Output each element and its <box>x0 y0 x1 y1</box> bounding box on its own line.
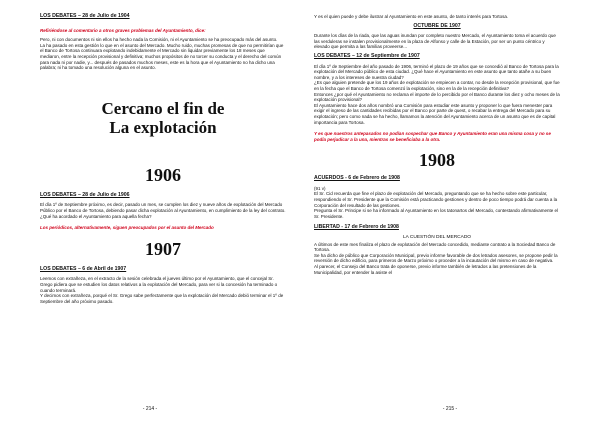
paragraph: El Sr. Cid recuerda que fine el plazo de explotación del Mercado, preguntando que se ha hecho sobre este particular, respondiendo el Sr. Presidente que la Comisión está practicando gestiones y dentro de poco tiempo podrá dar cuenta a la Corporación del resultado de las gestiones. <box>314 191 558 208</box>
red-intro-note: Refiriéndose al comentario a otros graves problemas del Ayuntamiento, dice: <box>40 27 206 33</box>
paragraph: Pregunta el Sr. Principe si se ha informado al Ayuntamiento en los tatonartos del Mercado, contestando afirmativamente el Sr. Presidente. <box>314 208 559 219</box>
paragraph: Se ha dicho de público que Corporación Municipal, previo informe favorable de dos letrados asesores, se propone pedir la reversión de dicho edificio, para primeros de Marzo próximo o proceder a la incautación del mismo en caso de negativa. <box>314 252 558 264</box>
paragraph: Y decimos con extrañeza, porqué el Sr. Grego sabe perfectamente que la explotación del Mercado debió terminar el 1º de Septiembre del año próximo pasado. <box>40 293 284 304</box>
paragraph: El día 1º de Septiembre del año pasado de 1906, terminó el plazo de 19 años que se concedió al Banco de Tortosa para la explotación del Mercado público de esta ciudad. ¿Qué hace el Ayuntamiento en este asunto que tanto atañe a su buen nombre, y a los intereses de nuestra ciudad? <box>314 63 559 80</box>
subheading-cuestion-mercado: LA CUESTIÓN DEL MERCADO <box>402 235 472 241</box>
page-number: - 215 - <box>442 406 458 412</box>
chapter-title-line-1: Cercano el fin de <box>101 98 225 118</box>
red-note-antepasados: Y es que nuestros antepasados no podían sospechar que Banco y Ayuntamiento eran una misma cosa y no se podía perjudicar a la una, mientras se beneficiaba a la otra. <box>314 131 551 142</box>
paragraph: Al parecer, el Consejo del Banco trata de oponerse, previo informe también de letrados a las pretensiones de la Municipalidad, por entender la asiste el <box>314 264 537 275</box>
heading-debates-sept-1907: LOS DEBATES – 12 de Septiembre de 1907 <box>314 52 420 59</box>
paragraph: ¿Qué ha acordado el Ayuntamiento para aquella fecha? <box>40 213 152 219</box>
heading-libertad-1908: LIBERTAD - 17 de Febrero de 1908 <box>314 224 399 231</box>
heading-octubre-1907: OCTUBRE DE 1907 <box>413 22 461 29</box>
paragraph: Pero, ni con documentos ni sin ellos ha hecho nada la Comisión, ni el Ayuntamiento se ha preocupado más del asunto. <box>40 37 278 43</box>
paragraph: Y es el quien puede y debe ilustrar al Ayuntamiento en este asunto, de tanto interés para Tortosa. <box>314 14 509 19</box>
paragraph: La ha pasado en esta gestión lo que en el asunto del Mercado. Mucho ruido, muchas promesas de que no permitirían que el Banco de Tortosa continuara explotando indebidamente el Mercado sin liquidar previamente los 18 meses que mediaron, entre la recepción provisional y definitiva; muchos propósitos de no torcer su conducta y el derecho del común para nada ni por nadie, y... después de pasados muchos meses, este es la hora que el Ayuntamiento no ha dicho una palabra; ni ha tomado una resolución alguna en el asunto. <box>40 42 284 71</box>
paragraph: Leemos con extrañeza, en el extracto de la sesión celebrada el jueves último por el Ayuntamiento, que el concejal Sr. Grego pidiera que se estudien los datos relativos a la explotación del Mercado, para ver si la concesión ha terminado o cuando terminará. <box>40 276 278 293</box>
heading-debates-1907: LOS DEBATES – 6 de Abril de 1907 <box>40 265 127 272</box>
paragraph: A últimos de este mes finaliza el plazo de explotación del Mercado concedido, mediante contrato a la Sociedad Banco de Tortosa. <box>314 241 556 253</box>
year-heading-1908: 1908 <box>419 150 455 171</box>
right-page <box>300 0 600 424</box>
heading-debates-1904: LOS DEBATES – 28 de Julio de 1904 <box>40 13 130 19</box>
paragraph: ¿Es que alguien pretende que los 19 años de explotación se empiecen a contar, no desde la recepción provisional, que fue en la fecha que el Banco de Tortosa comenzó la explotación, sino en la de la recepción definitiva? <box>314 80 560 91</box>
year-heading-1907: 1907 <box>145 238 181 259</box>
heading-debates-1906: LOS DEBATES – 28 de Julio de 1906 <box>40 191 130 198</box>
paragraph: (91 v) <box>314 185 326 191</box>
paragraph: Entonces ¿por qué el Ayuntamiento no reclama el importe de lo percibido por el Banco durante los diez y ocho meses de la explotación provisional? <box>314 91 560 103</box>
paragraph: Durante los días de la riada, que las aguas inundan por completo nuestro Mercado, el Ayuntamiento toma el acuerdo que las verduleras se instalen provisionalmente en la plaza de Alfonso y calle de la Estación, por ser un punto céntrico y elevado que permita a las familias proveerse... <box>314 33 556 50</box>
red-note-periodicos: Los periódicos, alternativamente, siguen preocupados por el asunto del Mercado <box>40 225 214 231</box>
page-number: - 214 - <box>142 406 158 412</box>
chapter-title-line-2: La explotación <box>109 117 217 137</box>
paragraph: El Ayuntamiento hace dos años nombró una Comisión para estudiar este asunto y proponer lo que fuera menester para exigir el ingreso de las cantidades recibidas por el Banco por parte de quest, o recabar la entrega del Mercado para su explotación; pero como nada se ha hecho, llamamos la atención del Ayuntamiento acerca de un asunto que es de capital importancia para Tortosa. <box>314 102 556 125</box>
year-heading-1906: 1906 <box>145 164 181 185</box>
heading-acuerdos-1908: ACUERDOS - 6 de Febrero de 1908 <box>314 175 400 182</box>
paragraph: El día 1º de Septiembre próximo, es decir, pasado un mes, se cumplen los diez y nueve años de explotación del Mercado Público por el Banco de Tortosa, debiendo pasar dicha explotación al Ayuntamiento, en cumplimiento de la ley del contrato. <box>40 202 286 213</box>
